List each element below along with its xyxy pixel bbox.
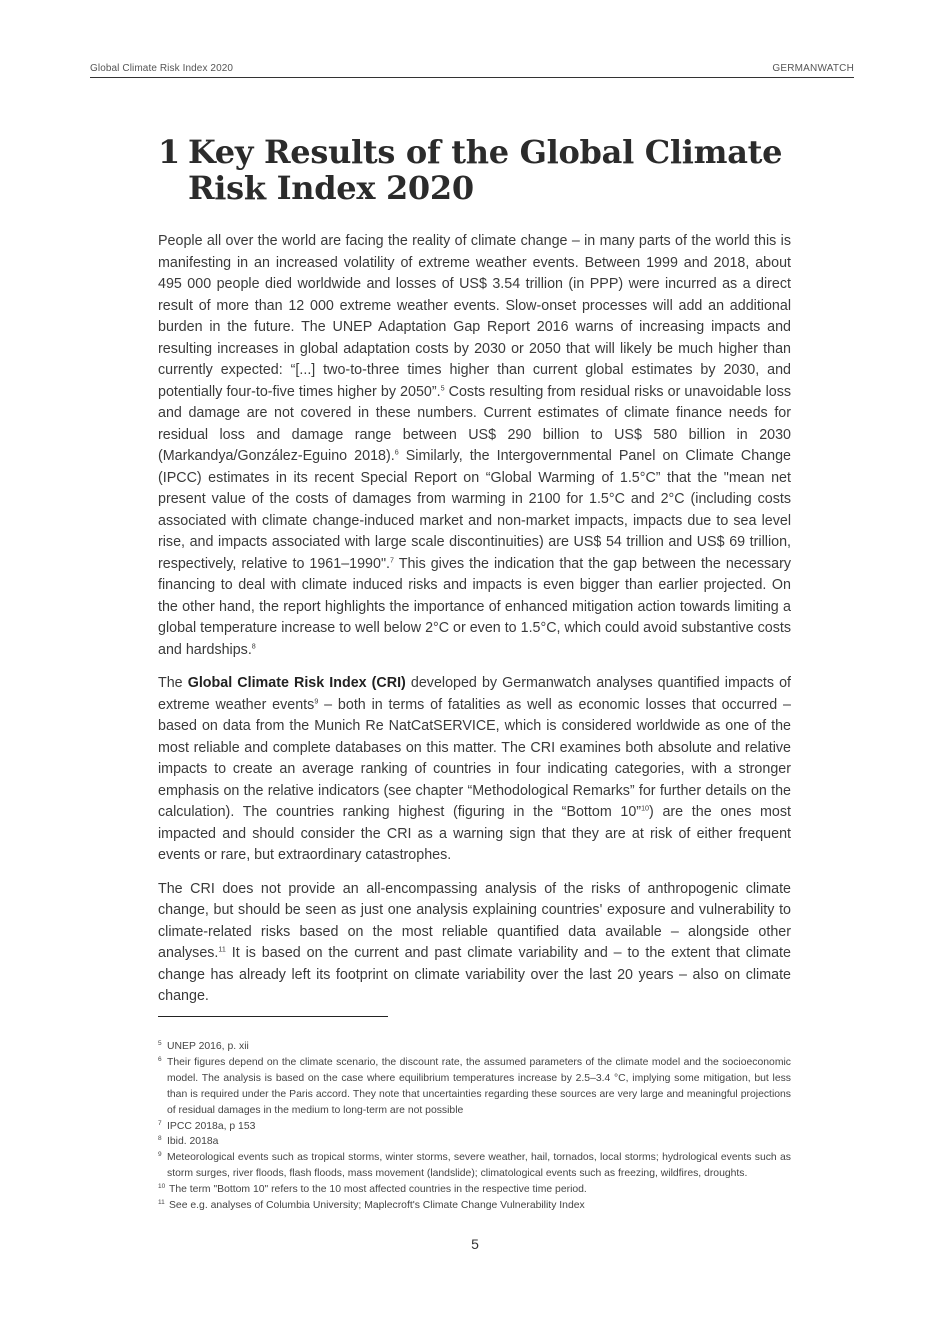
cri-term: Global Climate Risk Index (CRI) [187, 675, 406, 691]
footnotes [158, 1039, 791, 1214]
footnote-ref-9: 9 [314, 697, 319, 706]
paragraph-2: The Global Climate Risk Index (CRI) developed by Germanwatch analyses quantified impacts of extreme weather events$^9$ – both in terms of fatalities as well as economic losses that occurred – based on data from the Munich Re NatCatSERVICE, which is considered worldwide as one of the most reliable and complete databases on this matter. The CRI examines both absolute and relative impacts to create an average ranking of countries in four indicating categories, with a stronger emphasis on the relative indicators (see chapter “Methodological Remarks” for further details on the calculation). The countries ranking highest (figuring in the “Bottom 10”$^{10}$) are the ones most impacted and should consider the CRI as a warning sign that they are at risk of either frequent events or rare, but extraordinary catastrophes. [158, 675, 792, 863]
chapter-heading [158, 134, 798, 206]
body-text [158, 231, 791, 1020]
footnote: 10 The term "Bottom 10" refers to the 10 most affected countries in the respective time period. [158, 1183, 587, 1196]
footnote: 7 IPCC 2018a, p 153 [158, 1119, 256, 1132]
footnote-ref-6: 6 [394, 448, 399, 457]
paragraph-1: People all over the world are facing the reality of climate change – in many parts of the world this is manifesting in an increased volatility of extreme weather events. Between 1999 and 2018, about 495 000 people died worldwide and losses of US$ 3.54 trillion (in PPP) were incurred as a direct result of more than 12 000 extreme weather events. Slow-onset processes will add an additional burden in the future. The UNEP Adaptation Gap Report 2016 warns of increasing impacts and resulting increases in global adaptation costs by 2030 or 2050 that will likely be much higher than currently expected: “[...] two-to-three times higher than current global estimates by 2030, and potentially four-to-five times higher by 2050”.$^5$ Costs resulting from residual risks or unavoidable loss and damage are not covered in these numbers. Current estimates of climate finance needs for residual loss and damage range between US$ 290 billion to US$ 580 billion in 2030 (Markandya/González-Eguino 2018).$^6$ Similarly, the Intergovernmental Panel on Climate Change (IPCC) estimates in its recent Special Report on “Global Warming of 1.5°C” that the "mean net present value of the costs of damages from warming in 2100 for 1.5°C and 2°C (including costs associated with climate change-induced market and non-market impacts, impacts due to sea level rise, and impacts associated with large scale discontinuities) are US$ 54 trillion and US$ 69 trillion, respectively, relative to 1961–1990".$^7$ This gives the indication that the gap between the necessary financing to deal with climate induced risks and impacts is even bigger than earlier projected. On the other hand, the report highlights the importance of enhanced mitigation action towards limiting a global temperature increase to well below 2°C or even to 1.5°C, which could avoid substantive costs and hardships.$^8$ [158, 233, 791, 658]
running-header-title: Global Climate Risk Index 2020 [90, 63, 234, 74]
paragraph-3: The CRI does not provide an all-encompassing analysis of the risks of anthropogenic climate change, but should be seen as just one analysis explaining countries' exposure and vulnerability to climate-related risks based on the most reliable quantified data available – alongside other analyses.$^{11}$ It is based on the current and past climate variability and – to the extent that climate change has already left its footprint on climate variability over the last 20 years – also on climate change. [158, 880, 791, 1004]
running-header-publisher: GERMANWATCH [772, 63, 854, 74]
page-number: 5 [471, 1236, 479, 1252]
footnote-ref-8: 8 [251, 642, 256, 651]
footnote-ref-5: 5 [440, 384, 445, 393]
chapter-title: Key Results of the Global Climate Risk Index 2020 [188, 133, 783, 207]
footnote-ref-11: 11 [218, 945, 226, 954]
footnote: 9 Meteorological events such as tropical storms, winter storms, severe weather, hail, tornados, local storms; hydrological events such as storm surges, river floods, flash floods, mass movement (landslide); climatological events such as freezing, wildfires, droughts. [158, 1151, 791, 1180]
footnote: 6 Their figures depend on the climate scenario, the discount rate, the assumed parameters of the climate model and the socioeconomic model. The analysis is based on the case where equilibrium temperatures increase by 2.5–3.4 °C, implying some mitigation, but less than is required under the Paris accord. They note that uncertainties regarding these sources are very large and meaningful projections of residual damages in the medium to long-term are not possible [158, 1055, 791, 1116]
footnote-divider [158, 1016, 388, 1017]
footnote-ref-7: 7 [390, 556, 394, 565]
header-divider [90, 77, 854, 78]
footnote: 8 Ibid. 2018a [158, 1135, 219, 1148]
footnote-ref-10: 10 [641, 804, 650, 813]
footnote: 11 See e.g. analyses of Columbia University; Maplecroft's Climate Change Vulnerability Index [158, 1199, 585, 1212]
footnote: 5 UNEP 2016, p. xii [158, 1040, 249, 1052]
chapter-number: 1 [158, 133, 180, 171]
